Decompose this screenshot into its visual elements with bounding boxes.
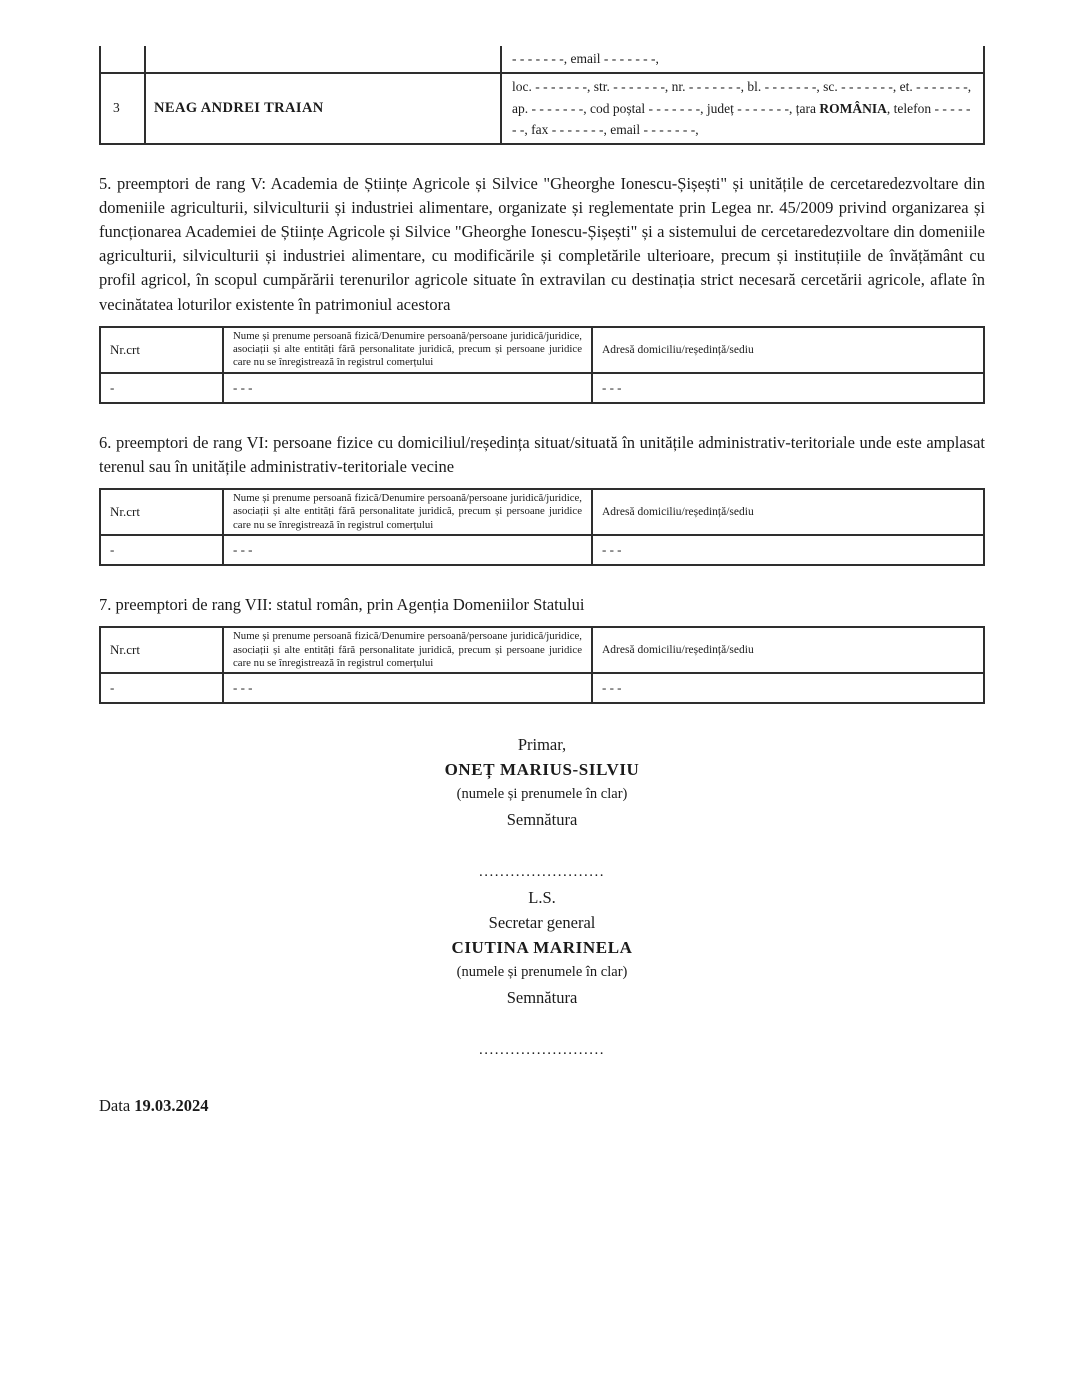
nr-cell: - (100, 373, 223, 403)
document-content (99, 46, 985, 1118)
section-7-paragraph: 7. preemptori de rang VII: statul român, prin Agenția Domeniilor Statului (99, 595, 585, 615)
nr-cell-empty (100, 46, 145, 73)
table-row (100, 535, 984, 565)
header-nr-crt: Nr.crt (100, 489, 223, 535)
date-label: Data (99, 1096, 135, 1116)
header-address: Adresă domiciliu/reședință/sediu (592, 627, 984, 673)
header-address: Adresă domiciliu/reședință/sediu (592, 489, 984, 535)
table-row (100, 46, 984, 73)
mayor-title: Primar, (517, 735, 567, 755)
name-cell: - - - (223, 373, 592, 403)
date-value: 19.03.2024 (134, 1096, 209, 1116)
secretary-title: Secretar general (488, 913, 596, 933)
header-name: Nume și prenume persoană fizică/Denumire persoană/persoane juridică/juridice, asociații și alte entități fără personalitate juridică, precum și persoane juridice care nu se înregistrează în registrul comerțului (223, 489, 592, 535)
table-row (100, 73, 984, 144)
address-cell: - - - - - - -, email - - - - - - -, (501, 46, 984, 73)
name-in-clear-note: (numele și prenumele în clar) (456, 786, 628, 803)
table-header-row (100, 627, 984, 673)
header-name: Nume și prenume persoană fizică/Denumire persoană/persoane juridică/juridice, asociații și alte entități fără personalitate juridică, precum și persoane juridice care nu se înregistrează în registrul comerțului (223, 327, 592, 373)
address-cell (501, 73, 984, 144)
document-date (99, 1093, 985, 1118)
address-cell: - - - (592, 373, 984, 403)
signature-block (99, 732, 985, 1063)
nr-cell: - (100, 673, 223, 703)
header-nr-crt: Nr.crt (100, 627, 223, 673)
section-5-paragraph: 5. preemptori de rang V: Academia de Științe Agricole și Silvice "Gheorghe Ionescu-Șișești" și unitățile de cercetaredezvoltare din domeniile agriculturii, silviculturii și industriei alimentare, organizate și reglementate prin Legea nr. 45/2009 privind organizarea și funcționarea Academiei de Științe Agricole și Silvice "Gheorghe Ionescu-Șișești" și a sistemului de cercetaredezvoltare din domeniile agriculturii, silviculturii și industriei alimentare, cu modificările și completările ulterioare, precum și instituțiile de învățământ cu profil agricol, în scopul cumpărării terenurilor agricole situate în extravilan cu destinația strict necesară cercetării agricole, aflate în vecinătatea loturilor existente în patrimoniul acestora (99, 173, 985, 314)
name-in-clear-note: (numele și prenumele în clar) (456, 964, 628, 981)
signature-label: Semnătura (506, 988, 578, 1008)
signature-label: Semnătura (506, 810, 578, 830)
name-cell: NEAG ANDREI TRAIAN (145, 73, 501, 144)
nr-cell: - (100, 535, 223, 565)
header-name: Nume și prenume persoană fizică/Denumire persoană/persoane juridică/juridice, asociații și alte entități fără personalitate juridică, precum și persoane juridice care nu se înregistrează în registrul comerțului (223, 627, 592, 673)
preemptors-rank-v-table (99, 326, 985, 404)
header-address: Adresă domiciliu/reședință/sediu (592, 327, 984, 373)
table-header-row (100, 489, 984, 535)
section-6-paragraph: 6. preemptori de rang VI: persoane fizice cu domiciliul/reședința situat/situată în unitățile administrativ-teritoriale unde este amplasat terenul sau în unitățile administrativ-teritoriale vecine (99, 432, 985, 476)
secretary-name: CIUTINA MARINELA (451, 938, 633, 958)
address-country: ROMÂNIA (819, 100, 887, 116)
signature-dotted-line: ........................ (479, 864, 605, 881)
header-nr-crt: Nr.crt (100, 327, 223, 373)
ls-seal-label: L.S. (528, 888, 556, 908)
preemptors-rank-iv-table (99, 46, 985, 145)
mayor-name: ONEȚ MARIUS-SILVIU (444, 760, 640, 780)
table-row (100, 373, 984, 403)
table-header-row (100, 327, 984, 373)
preemptors-rank-vii-table (99, 626, 985, 704)
name-cell: - - - (223, 535, 592, 565)
nr-cell: 3 (100, 73, 145, 144)
address-text-before: loc. - - - - - - -, str. - - - - - - -, nr. - - - - - - -, bl. - - - - - - -, sc. - - - - - - -, et. - - - - - - -, ap. - - - - - - -, cod poștal - - - - - - -, județ - - - - - - -, țara (512, 79, 972, 116)
address-cell: - - - (592, 673, 984, 703)
address-text-after: , telefon - - - - - - -, fax - - - - - - -, email - - - - - - -, (512, 100, 971, 137)
name-cell: - - - (223, 673, 592, 703)
signature-dotted-line: ........................ (479, 1042, 605, 1059)
name-cell-empty (145, 46, 501, 73)
preemptors-rank-vi-table (99, 488, 985, 566)
table-row (100, 673, 984, 703)
address-cell: - - - (592, 535, 984, 565)
